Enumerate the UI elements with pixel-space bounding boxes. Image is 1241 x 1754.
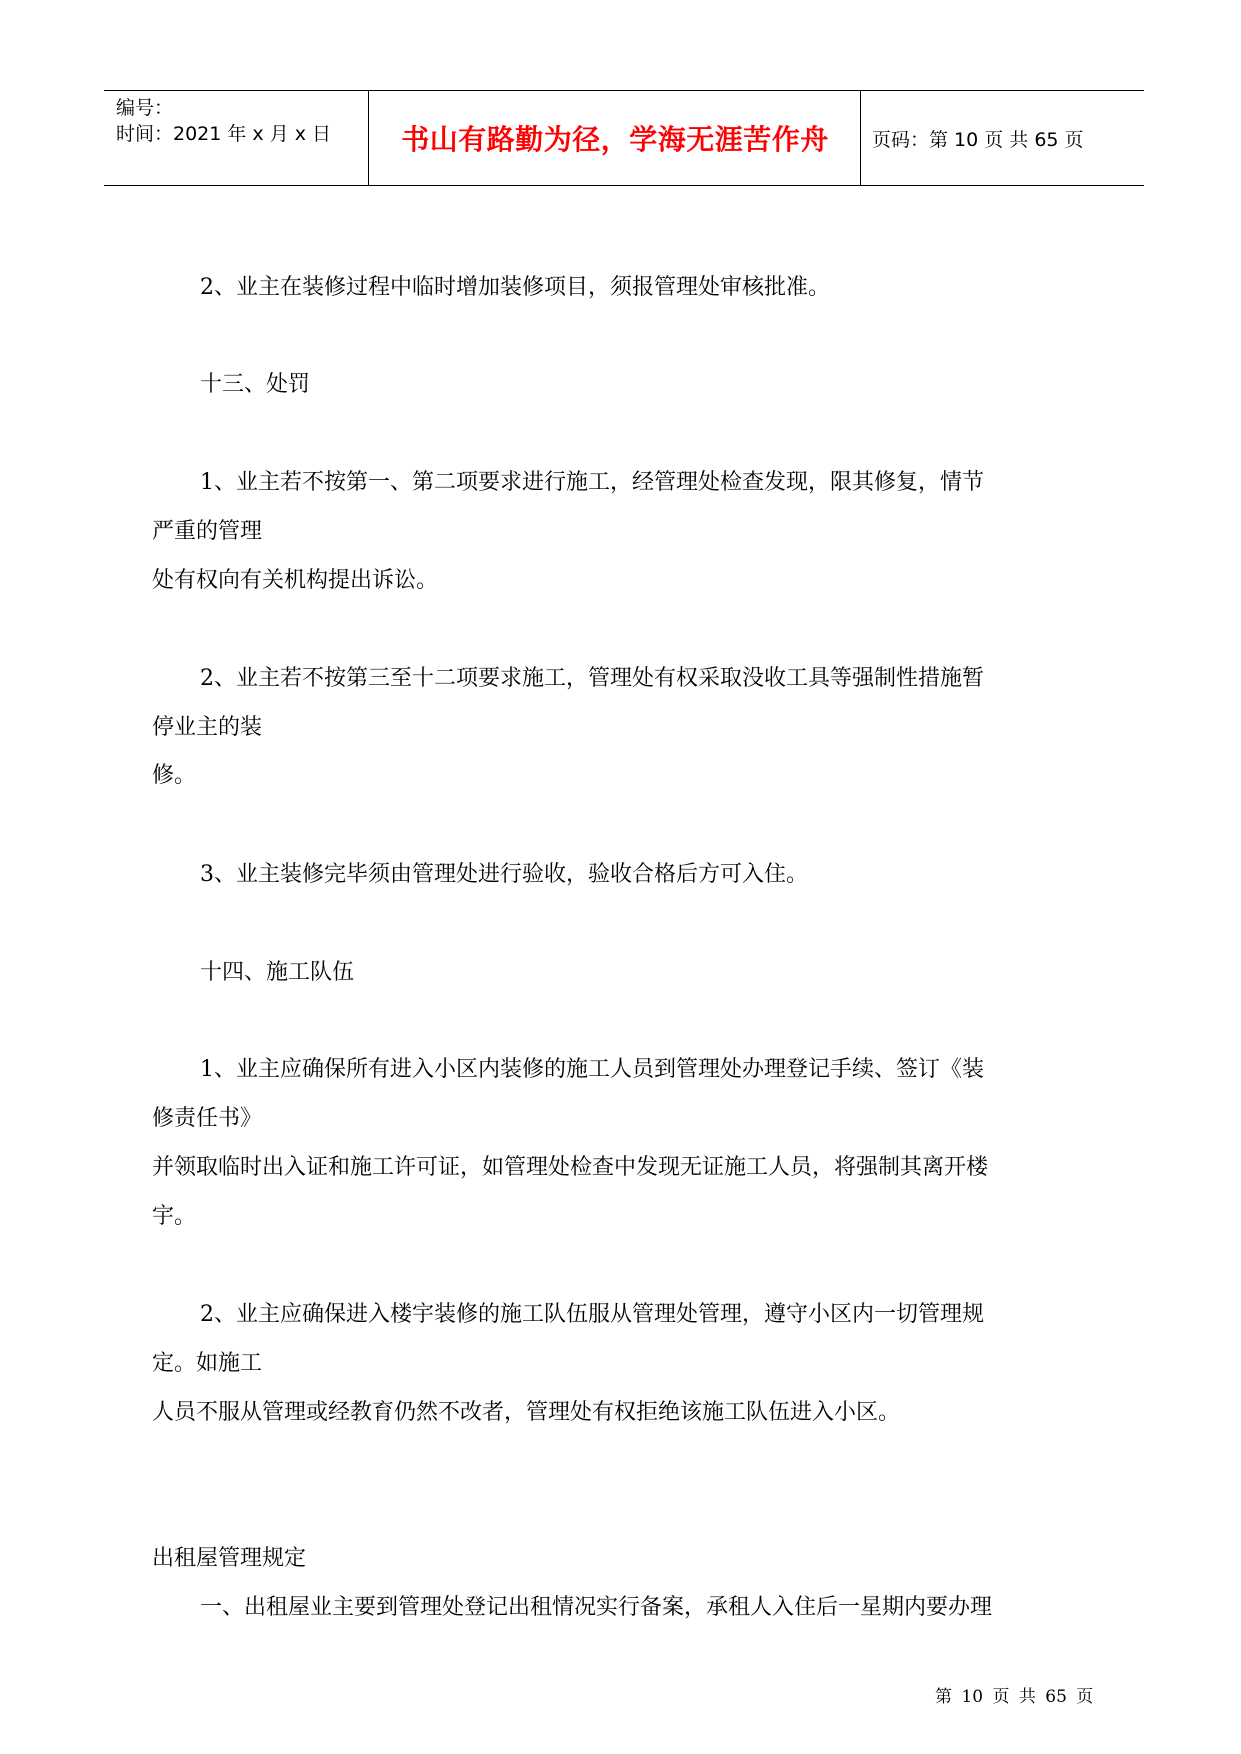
document-header — [104, 90, 1144, 186]
header-divider — [860, 91, 861, 185]
clause-line: 处有权向有关机构提出诉讼。 — [152, 568, 439, 593]
clause-line: 3、业主装修完毕须由管理处进行验收，验收合格后方可入住。 — [200, 862, 808, 887]
clause-line: 人员不服从管理或经教育仍然不改者，管理处有权拒绝该施工队伍进入小区。 — [152, 1400, 901, 1425]
clause-line: 宇。 — [152, 1204, 197, 1229]
clause-line: 修责任书》 — [152, 1106, 263, 1131]
number-label: 编号： — [116, 97, 174, 119]
header-page-code: 页码：第 10 页 共 65 页 — [872, 128, 1084, 151]
clause-line: 停业主的装 — [152, 715, 263, 740]
header-divider — [368, 91, 369, 185]
section-heading: 十四、施工队伍 — [200, 960, 355, 985]
header-meta — [116, 95, 366, 147]
clause-line: 修。 — [152, 763, 197, 788]
clause-line: 1、业主若不按第一、第二项要求进行施工，经管理处检查发现，限其修复，情节 — [200, 470, 984, 495]
clause-line: 定。如施工 — [152, 1351, 263, 1376]
clause-line: 一、出租屋业主要到管理处登记出租情况实行备案，承租人入住后一星期内要办理 — [200, 1595, 993, 1620]
header-motto: 书山有路勤为径，学海无涯苦作舟 — [401, 123, 829, 156]
time-label: 时间：2021 年 x 月 x 日 — [116, 123, 332, 145]
clause-line: 并领取临时出入证和施工许可证，如管理处检查中发现无证施工人员，将强制其离开楼 — [152, 1155, 989, 1180]
clause-line: 严重的管理 — [152, 519, 263, 544]
section-heading: 十三、处罚 — [200, 372, 311, 397]
clause-line: 2、业主在装修过程中临时增加装修项目，须报管理处审核批准。 — [200, 275, 830, 300]
clause-line: 2、业主应确保进入楼宇装修的施工队伍服从管理处管理，遵守小区内一切管理规 — [200, 1302, 984, 1327]
document-title: 出租屋管理规定 — [152, 1546, 307, 1571]
clause-line: 2、业主若不按第三至十二项要求施工，管理处有权采取没收工具等强制性措施暂 — [200, 666, 984, 691]
clause-line: 1、业主应确保所有进入小区内装修的施工人员到管理处办理登记手续、签订《装 — [200, 1057, 984, 1082]
page-footer: 第 10 页 共 65 页 — [935, 1687, 1094, 1707]
